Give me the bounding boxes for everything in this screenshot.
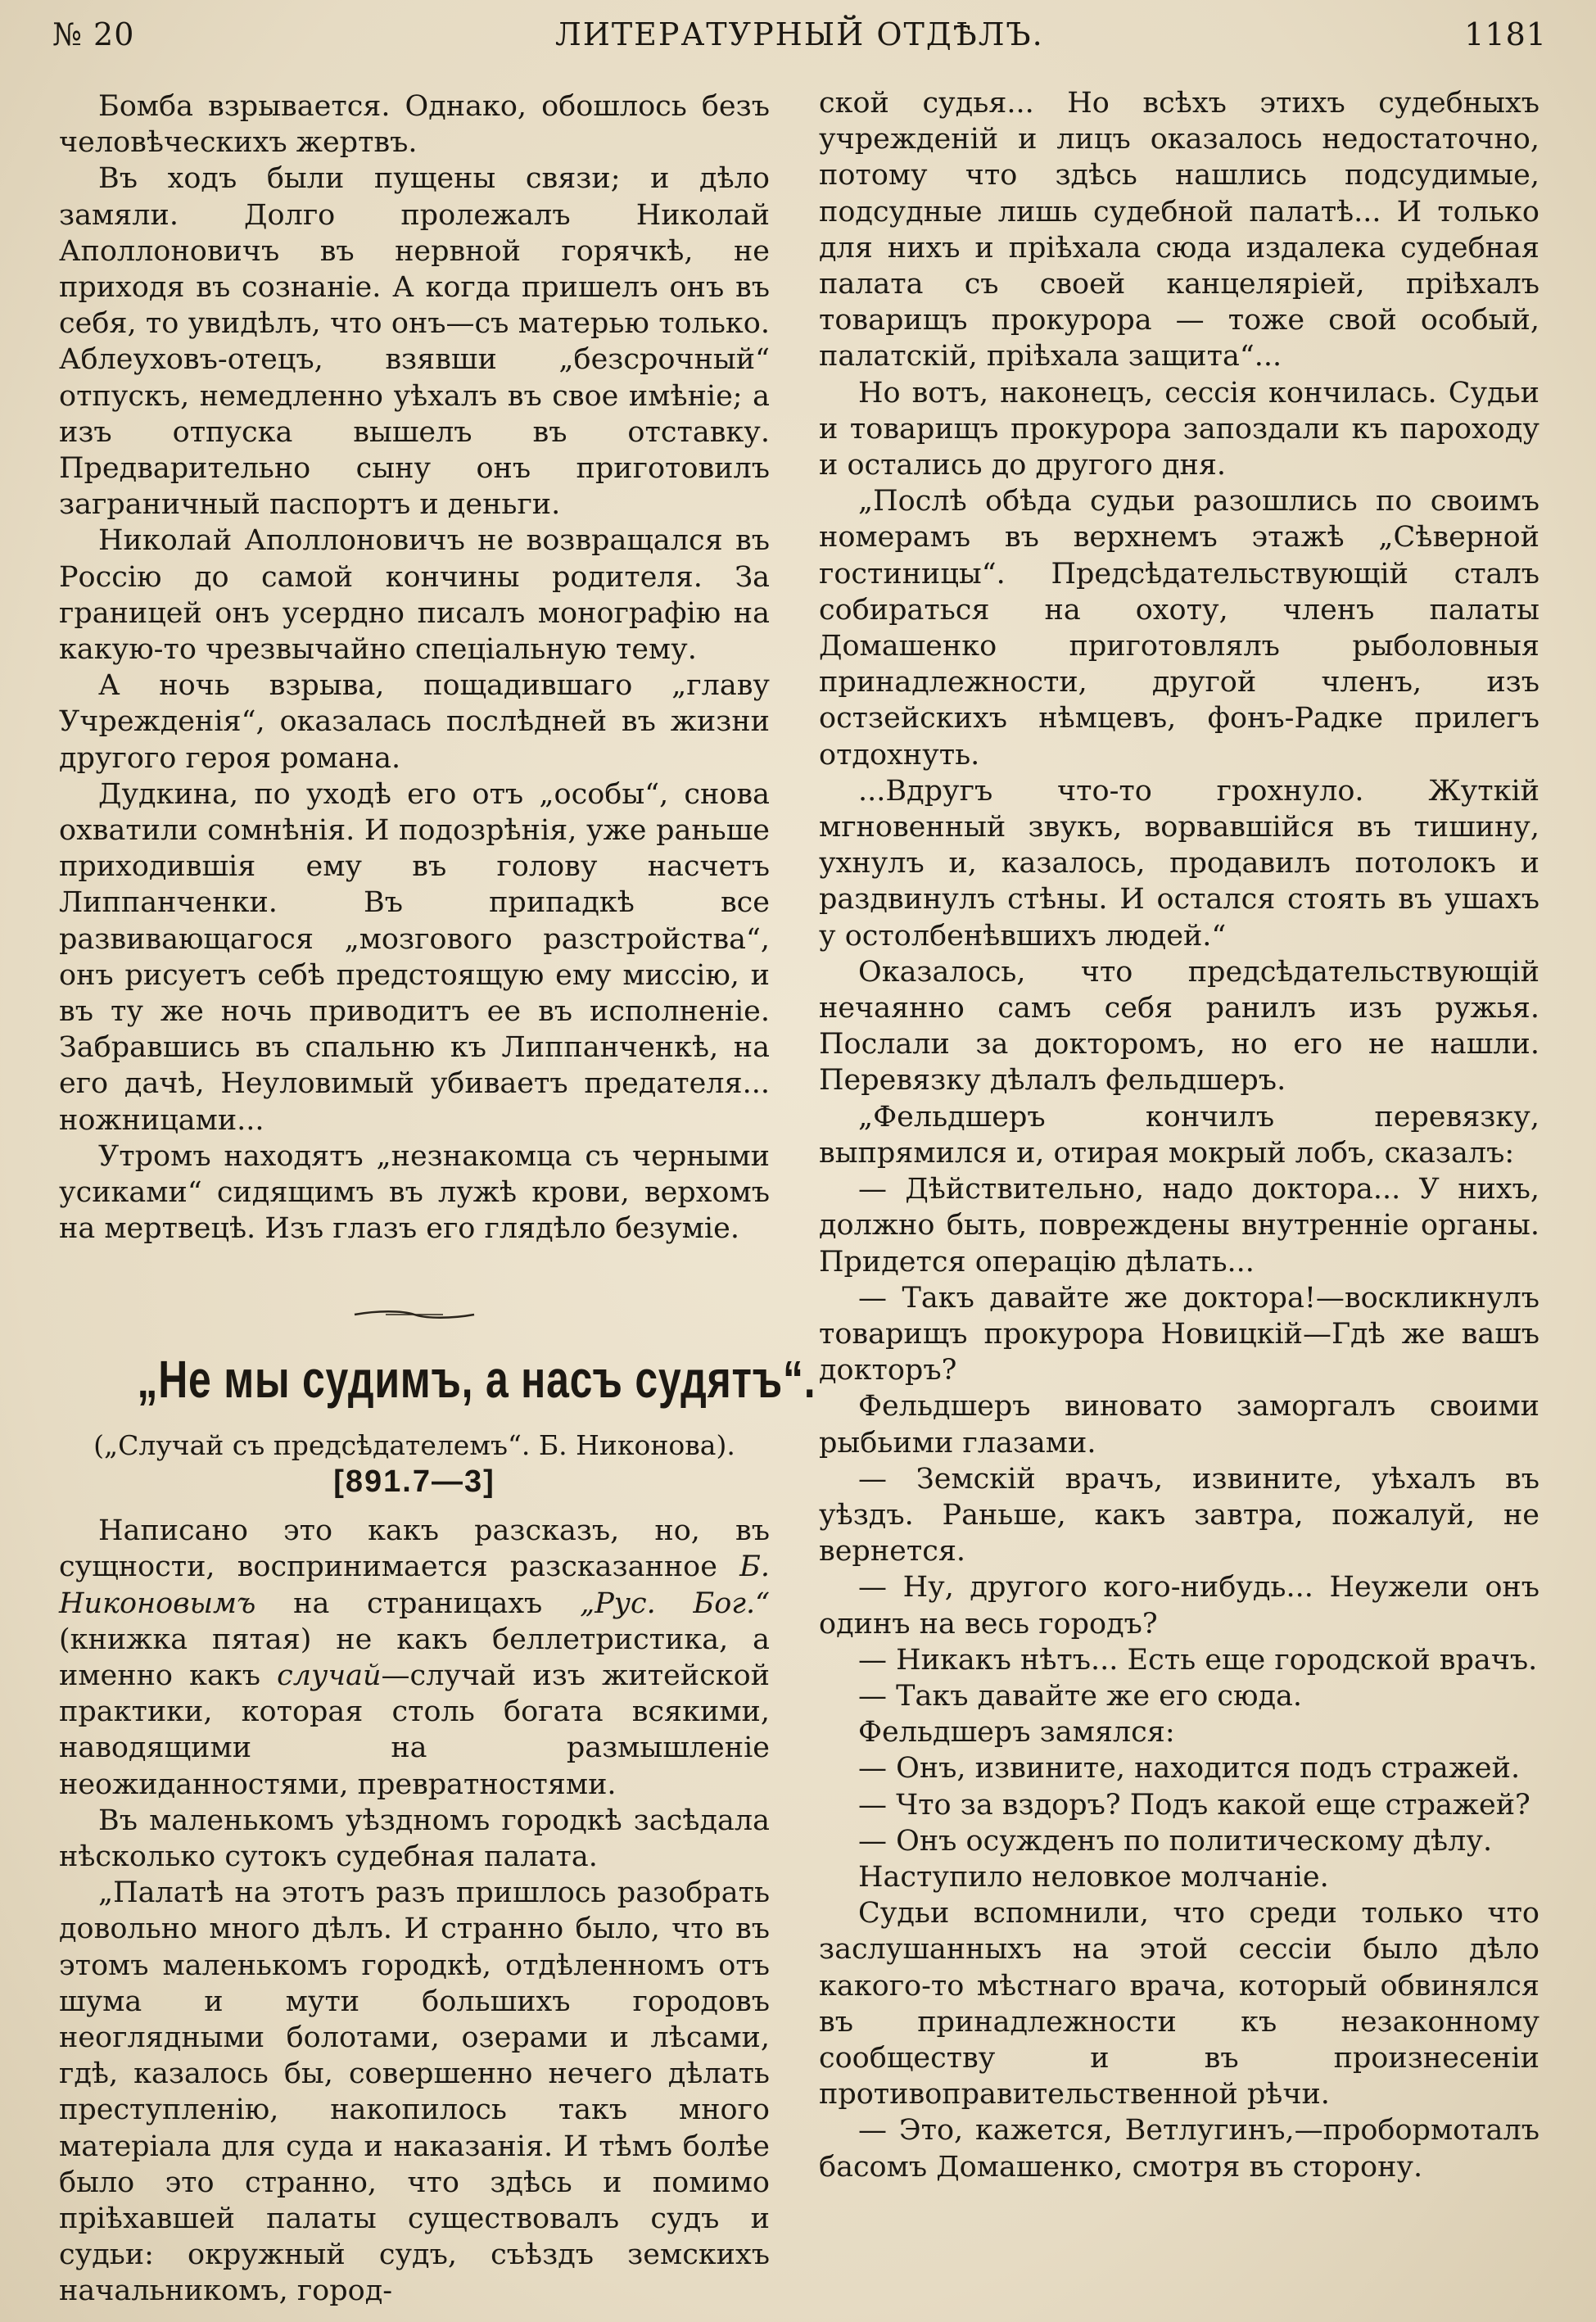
article-code: [891.7—3] [333, 1464, 495, 1499]
article-subtitle: („Случай съ предсѣдателемъ“. Б. Никонова). [93, 1428, 735, 1461]
paragraph: — Никакъ нѣтъ... Есть еще городской врачъ. [858, 1643, 1538, 1677]
paragraph: Фельдшеръ замялся: [858, 1716, 1175, 1749]
author-name: Б. Никоновымъ [59, 1550, 770, 1620]
paragraph: „Фельдшеръ кончилъ перевязку, выпрямился и, отирая мокрый лобъ, сказалъ: [819, 1100, 1539, 1170]
page-number: 1181 [1464, 16, 1547, 52]
paragraph: Но вотъ, наконецъ, сессія кончилась. Судьи и товарищъ прокурора запоздали къ пароходу и остались до другого дня. [819, 376, 1539, 482]
paragraph: „Палатѣ на этотъ разъ пришлось разобрать довольно много дѣлъ. И странно было, что въ этомъ маленькомъ городкѣ, отдѣленномъ отъ шума и мути большихъ городовъ неоглядными болотами, озерами и лѣсами, гдѣ, казалось бы, совершенно нечего дѣлать преступленію, накопилось такъ много матеріала для суда и наказанія. И тѣмъ болѣе было это странно, что здѣсь и помимо пріѣхавшей палаты существовалъ судъ и судьи: окружный судъ, съѣздъ земскихъ начальникомъ, город- [59, 1876, 770, 2308]
paragraph: ...Вдругъ что-то грохнуло. Жуткій мгновенный звукъ, ворвавшійся въ тишину, ухнулъ и, казалось, продавилъ потолокъ и раздвинулъ стѣны. И остался стоять въ ушахъ у остолбенѣвшихъ людей.“ [819, 774, 1539, 953]
paragraph: — Онъ осужденъ по политическому дѣлу. [858, 1824, 1493, 1858]
paragraph: — Дѣйствительно, надо доктора... У нихъ, должно быть, повреждены внутренніе органы. Придется операцію дѣлать... [819, 1173, 1539, 1279]
case-word: случай [277, 1659, 382, 1692]
section-divider-ornament [59, 1293, 770, 1329]
paragraph: — Это, кажется, Ветлугинъ,—пробормоталъ басомъ Домашенко, смотря въ сторону. [819, 2114, 1539, 2184]
paragraph: — Онъ, извините, находится подъ стражей. [858, 1752, 1521, 1786]
paragraph: — Что за вздоръ? Подъ какой еще стражей? [858, 1788, 1530, 1822]
section-title: ЛИТЕРАТУРНЫЙ ОТДѢЛЪ. [554, 16, 1044, 52]
paragraph: — Ну, другого кого-нибудь... Неужели онъ одинъ на весь городъ? [819, 1571, 1539, 1641]
page-header [52, 10, 1547, 59]
paragraph: Оказалось, что предсѣдательствующій нечаянно самъ себя ранилъ изъ ружья. Послали за докторомъ, но его не нашли. Перевязку дѣлалъ фельдшеръ. [819, 955, 1539, 1098]
paragraph: Фельдшеръ виновато заморгалъ своими рыбьими глазами. [819, 1390, 1539, 1460]
paragraph: — Такъ давайте же его сюда. [858, 1679, 1303, 1713]
left-column [59, 88, 816, 2310]
paragraph: Судьи вспомнили, что среди только что заслушанныхъ на этой сессіи было дѣло какого-то мѣстнаго врача, который обвинялся въ принадлежности къ незаконному сообществу и въ произнесеніи противоправительственной рѣчи. [819, 1897, 1539, 2112]
paragraph: Николай Аполлоновичъ не возвращался въ Россію до самой кончины родителя. За границей онъ усердно писалъ монографію на какую-то чрезвычайно спеціальную тему. [59, 524, 770, 667]
paragraph: „Послѣ обѣда судьи разошлись по своимъ номерамъ въ верхнемъ этажѣ „Сѣверной гостиницы“. Предсѣдательствующій сталъ собираться на охоту, членъ палаты Домашенко приготовлялъ рыболовныя принадлежности, другой членъ, изъ остзейскихъ нѣмцевъ, фонъ-Радке прилегъ отдохнуть. [819, 485, 1539, 772]
paragraph: — Такъ давайте же доктора!—воскликнулъ товарищъ прокурора Новицкій—Гдѣ же вашъ докторъ? [819, 1281, 1539, 1387]
article-intro-paragraph: Написано это какъ разсказъ, но, въ сущности, воспринимается разсказанное Б. Никоновымъ на страницахъ „Рус. Бог.“ (книжка пятая) не какъ беллетристика, а именно какъ случай—случай изъ житейской практики, которая столь богата всякими, наводящими на размышленіе неожиданностями, превратностями. [59, 1514, 771, 1801]
paragraph: А ночь взрыва, пощадившаго „главу Учрежденія“, оказалась послѣдней въ жизни другого героя романа. [59, 669, 770, 775]
paragraph: Въ ходъ были пущены связи; и дѣло замяли. Долго пролежалъ Николай Аполлоновичъ въ нервной горячкѣ, не приходя въ сознаніе. А когда пришелъ онъ въ себя, то увидѣлъ, что онъ—съ матерью только. Аблеуховъ-отецъ, взявши „безсрочный“ отпускъ, немедленно уѣхалъ въ свое имѣніе; а изъ отпуска вышелъ въ отставку. Предварительно сыну онъ приготовилъ заграничный паспортъ и деньги. [59, 162, 770, 522]
article-title: „Не мы судимъ, а насъ судятъ“. [137, 1349, 816, 1409]
issue-number: № 20 [52, 16, 135, 52]
paragraph: Наступило неловкое молчаніе. [858, 1860, 1329, 1894]
paragraph: Бомба взрывается. Однако, обошлось безъ человѣческихъ жертвъ. [59, 90, 770, 160]
paragraph: Дудкина, по уходѣ его отъ „особы“, снова охватили сомнѣнія. И подозрѣнія, уже раньше приходившія ему въ голову насчетъ Липпанченки. Въ припадкѣ все развивающагося „мозгового разстройства“, онъ рисуетъ себѣ предстоящую ему миссію, и въ ту же ночь приводитъ ее въ исполненіе. Забравшись въ спальню къ Липпанченкѣ, на его дачѣ, Неуловимый убиваетъ предателя... ножницами... [59, 777, 770, 1137]
paragraph: — Земскій врачъ, извините, уѣхалъ въ уѣздъ. Раньше, какъ завтра, пожалуй, не вернется. [819, 1462, 1539, 1568]
paragraph: ской судья... Но всѣхъ этихъ судебныхъ учрежденій и лицъ оказалось недостаточно, потому что здѣсь нашлись подсудимые, подсудные лишь судебной палатѣ... И только для нихъ и пріѣхала сюда издалека судебная палата съ своей канцеляріей, пріѣхалъ товарищъ прокурора — тоже свой особый, палатскій, пріѣхала защита“... [819, 87, 1539, 373]
right-column [819, 85, 1539, 2185]
journal-name: „Рус. Бог.“ [580, 1586, 771, 1620]
paragraph: Утромъ находятъ „незнакомца съ черными усиками“ сидящимъ въ лужѣ крови, верхомъ на мертвецѣ. Изъ глазъ его глядѣло безуміе. [59, 1139, 770, 1246]
paragraph: Въ маленькомъ уѣздномъ городкѣ засѣдала нѣсколько сутокъ судебная палата. [59, 1804, 770, 1873]
